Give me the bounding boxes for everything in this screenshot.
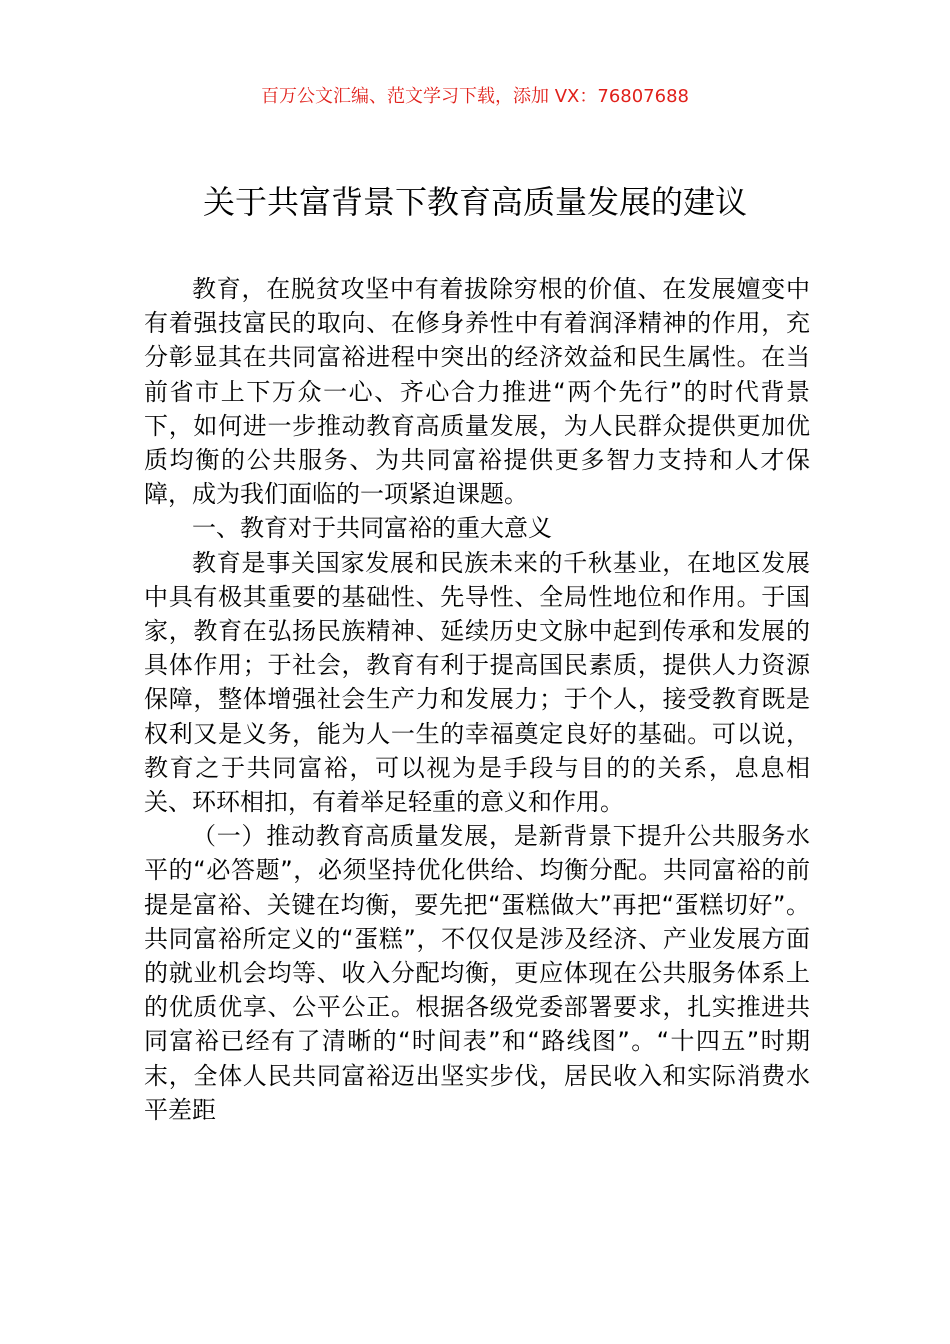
paragraph-intro: 教育，在脱贫攻坚中有着拔除穷根的价值、在发展嬗变中有着强技富民的取向、在修身养性中有着润泽精神的作用，充分彰显其在共同富裕进程中突出的经济效益和民生属性。在当前省市上下万众一心、齐心合力推进“两个先行”的时代背景下，如何进一步推动教育高质量发展，为人民群众提供更加优质均衡的公共服务、为共同富裕提供更多智力支持和人才保障，成为我们面临的一项紧迫课题。 <box>144 275 810 509</box>
document-title: 关于共富背景下教育高质量发展的建议 <box>202 183 747 221</box>
section-heading-1: 一、教育对于共同富裕的重大意义 <box>192 514 552 543</box>
watermark-header: 百万公文汇编、范文学习下载，添加 VX：76807688 <box>261 86 689 107</box>
document-body <box>144 272 810 1127</box>
paragraph-significance: 教育是事关国家发展和民族未来的千秋基业，在地区发展中具有极其重要的基础性、先导性、全局性地位和作用。于国家，教育在弘扬民族精神、延续历史文脉中起到传承和发展的具体作用；于社会，教育有利于提高国民素质，提供人力资源保障，整体增强社会生产力和发展力；于个人，接受教育既是权利又是义务，能为人一生的幸福奠定良好的基础。可以说，教育之于共同富裕，可以视为是手段与目的的关系，息息相关、环环相扣，有着举足轻重的意义和作用。 <box>144 548 810 817</box>
paragraph-point-1: （一）推动教育高质量发展，是新背景下提升公共服务水平的“必答题”，必须坚持优化供给、均衡分配。共同富裕的前提是富裕、关键在均衡，要先把“蛋糕做大”再把“蛋糕切好”。共同富裕所定义的“蛋糕”，不仅仅是涉及经济、产业发展方面的就业机会均等、收入分配均衡，更应体现在公共服务体系上的优质优享、公平公正。根据各级党委部署要求，扎实推进共同富裕已经有了清晰的“时间表”和“路线图”。“十四五”时期末，全体人民共同富裕迈出坚实步伐，居民收入和实际消费水平差距 <box>144 822 810 1124</box>
